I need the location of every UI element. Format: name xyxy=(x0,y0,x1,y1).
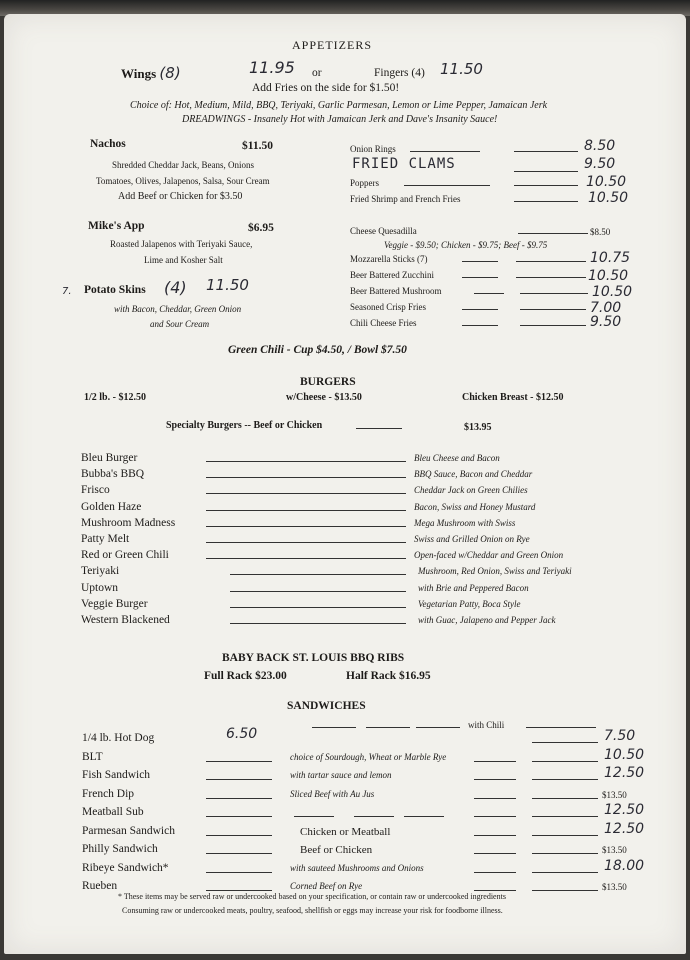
burger-description: Vegetarian Patty, Boca Style xyxy=(418,598,521,609)
sandwiches-title: SANDWICHES xyxy=(287,700,366,712)
sandwich-name: French Dip xyxy=(82,787,135,800)
sandwich-name: Fish Sandwich xyxy=(82,769,151,781)
dotted-leader xyxy=(532,890,598,891)
sandwich-price: $13.50 xyxy=(602,882,627,892)
dotted-leader xyxy=(474,798,516,799)
dotted-leader xyxy=(206,477,406,478)
dotted-leader xyxy=(206,493,406,494)
burger-name: Veggie Burger xyxy=(81,597,148,610)
dotted-leader xyxy=(206,526,406,527)
sandwich-note: Chicken or Meatball xyxy=(300,825,391,838)
crisp-fries-price: 7.00 xyxy=(590,300,622,316)
dotted-leader xyxy=(230,574,406,575)
sandwich-price: 12.50 xyxy=(604,765,645,781)
sandwich-note: with sauteed Mushrooms and Onions xyxy=(290,862,424,873)
mushroom-name: Beer Battered Mushroom xyxy=(350,286,442,296)
sandwich-price: $13.50 xyxy=(602,845,627,855)
dotted-leader xyxy=(206,779,272,780)
sandwich-note: Beef or Chicken xyxy=(300,844,373,856)
potato-skins-desc1: with Bacon, Cheddar, Green Onion xyxy=(114,304,242,314)
wing-sauce-choices: Choice of: Hot, Medium, Mild, BBQ, Teriyaki, Garlic Parmesan, Lemon or Lime Pepper, Jamaican Jerk xyxy=(130,100,548,111)
sandwich-price: 18.00 xyxy=(604,857,645,874)
chili-cheese-fries-name: Chili Cheese Fries xyxy=(350,318,417,328)
burger-description: Mega Mushroom with Swiss xyxy=(414,517,516,528)
burger-name: Bubba's BBQ xyxy=(81,468,145,481)
dotted-leader xyxy=(206,798,272,799)
burger-name: Patty Melt xyxy=(81,533,130,545)
quesadilla-options: Veggie - $9.50; Chicken - $9.75; Beef - $9.75 xyxy=(384,240,548,250)
onion-rings-price: 8.50 xyxy=(584,138,616,154)
fried-clams-price: 9.50 xyxy=(584,156,616,172)
fingers-price: 11.50 xyxy=(440,60,483,78)
nachos-desc1: Shredded Cheddar Jack, Beans, Onions xyxy=(112,160,254,170)
zucchini-price: 10.50 xyxy=(588,268,629,284)
specialty-burgers-price: $13.95 xyxy=(464,422,492,433)
potato-skins-number: 7. xyxy=(62,286,72,297)
mozzarella-sticks-price: 10.75 xyxy=(590,250,631,266)
dotted-leader xyxy=(532,872,598,873)
footnote-line1: * These items may be served raw or undercooked based on your specification, or contain raw or undercooked ingredients xyxy=(118,892,506,901)
mushroom-price: 10.50 xyxy=(592,284,633,300)
sandwich-price: 12.50 xyxy=(604,802,645,818)
dotted-leader xyxy=(206,816,272,817)
dreadwings-text: DREADWINGS - Insanely Hot with Jamaican Jerk and Dave's Insanity Sauce! xyxy=(182,114,498,125)
half-lb-price: 1/2 lb. - $12.50 xyxy=(84,392,146,403)
dotted-leader xyxy=(206,558,406,559)
burger-description: BBQ Sauce, Bacon and Cheddar xyxy=(414,469,533,480)
potato-skins-price: 11.50 xyxy=(206,276,249,294)
dotted-leader xyxy=(230,607,406,608)
zucchini-name: Beer Battered Zucchini xyxy=(350,270,434,280)
potato-skins-count: (4) xyxy=(164,278,187,297)
dotted-leader xyxy=(532,779,598,780)
dotted-leader xyxy=(206,510,406,511)
burger-description: Cheddar Jack on Green Chilies xyxy=(414,485,528,496)
wings-label: Wings (8) xyxy=(121,64,181,82)
dotted-leader xyxy=(532,853,598,854)
dotted-leader xyxy=(474,890,516,891)
dotted-leader xyxy=(532,761,598,762)
dotted-leader xyxy=(474,816,516,817)
burger-description: Bleu Cheese and Bacon xyxy=(414,453,500,463)
dotted-leader xyxy=(206,835,272,836)
sandwich-name: Ribeye Sandwich* xyxy=(82,861,169,874)
burger-name: Western Blackened xyxy=(81,614,170,626)
mikes-app-desc1: Roasted Jalapenos with Teriyaki Sauce, xyxy=(110,239,253,249)
sandwich-price: 10.50 xyxy=(604,746,645,763)
dotted-leader xyxy=(532,835,598,836)
sandwich-price: 7.50 xyxy=(604,728,636,744)
dotted-leader xyxy=(532,742,598,743)
sandwich-name: Parmesan Sandwich xyxy=(82,824,175,837)
crisp-fries-name: Seasoned Crisp Fries xyxy=(350,302,426,312)
sandwich-note: with tartar sauce and lemon xyxy=(290,770,392,780)
sandwich-name: 1/4 lb. Hot Dog xyxy=(82,732,155,744)
burger-name: Uptown xyxy=(81,581,119,594)
burger-name: Red or Green Chili xyxy=(81,549,169,562)
burger-description: Bacon, Swiss and Honey Mustard xyxy=(414,501,536,512)
potato-skins-name: Potato Skins xyxy=(84,284,146,296)
onion-rings-name: Onion Rings xyxy=(350,144,396,154)
burger-description: with Brie and Peppered Bacon xyxy=(418,582,529,593)
dotted-leader xyxy=(532,798,598,799)
dotted-leader xyxy=(206,890,272,891)
dotted-leader xyxy=(474,761,516,762)
add-fries-text: Add Fries on the side for $1.50! xyxy=(252,82,400,94)
burger-description: with Guac, Jalapeno and Pepper Jack xyxy=(418,615,556,625)
dotted-leader xyxy=(474,853,516,854)
nachos-price: $11.50 xyxy=(242,140,273,152)
with-cheese-price: w/Cheese - $13.50 xyxy=(286,392,362,403)
mikes-app-desc2: Lime and Kosher Salt xyxy=(144,255,223,265)
nachos-name: Nachos xyxy=(90,138,126,150)
sandwich-note: choice of Sourdough, Wheat or Marble Rye xyxy=(290,751,447,762)
dotted-leader xyxy=(230,623,406,624)
ribs-title: BABY BACK ST. LOUIS BBQ RIBS xyxy=(222,652,405,664)
burger-description: Mushroom, Red Onion, Swiss and Teriyaki xyxy=(418,566,572,577)
or-text: or xyxy=(312,67,322,79)
sandwich-name: Meatball Sub xyxy=(82,806,144,818)
dotted-leader xyxy=(206,872,272,873)
dotted-leader xyxy=(206,542,406,543)
sandwich-note: Corned Beef on Rye xyxy=(290,881,363,891)
sandwich-price: 12.50 xyxy=(604,820,645,837)
burger-name: Bleu Burger xyxy=(81,452,138,464)
footnote-line2: Consuming raw or undercooked meats, poultry, seafood, shellfish or eggs may increase your risk for foodborne illness. xyxy=(122,906,503,915)
poppers-name: Poppers xyxy=(350,178,379,188)
dotted-leader xyxy=(230,591,406,592)
wings-price: 11.95 xyxy=(249,58,295,77)
fried-shrimp-name: Fried Shrimp and French Fries xyxy=(350,194,461,204)
chicken-breast-price: Chicken Breast - $12.50 xyxy=(462,392,564,403)
dotted-leader xyxy=(474,835,516,836)
dotted-leader xyxy=(532,816,598,817)
with-chili-label: with Chili xyxy=(468,720,505,730)
dotted-leader xyxy=(354,816,394,817)
sandwich-note: Sliced Beef with Au Jus xyxy=(290,788,375,799)
sandwich-name: BLT xyxy=(82,750,103,763)
burger-description: Open-faced w/Cheddar and Green Onion xyxy=(414,550,564,561)
potato-skins-desc2: and Sour Cream xyxy=(150,319,210,329)
chili-cheese-fries-price: 9.50 xyxy=(590,314,622,330)
sandwich-name: Philly Sandwich xyxy=(82,843,158,855)
full-rack-price: Full Rack $23.00 xyxy=(204,670,287,682)
burgers-title: BURGERS xyxy=(300,376,356,388)
dotted-leader xyxy=(404,816,444,817)
fried-shrimp-price: 10.50 xyxy=(588,190,629,206)
burger-name: Teriyaki xyxy=(81,565,120,578)
dotted-leader xyxy=(206,761,272,762)
dotted-leader xyxy=(206,853,272,854)
dotted-leader xyxy=(294,816,334,817)
mikes-app-name: Mike's App xyxy=(88,220,145,232)
burger-description: Swiss and Grilled Onion on Rye xyxy=(414,534,530,544)
menu-page xyxy=(4,14,686,954)
burger-name: Frisco xyxy=(81,484,110,497)
appetizers-title: APPETIZERS xyxy=(292,38,373,52)
fingers-label: Fingers (4) xyxy=(374,67,425,79)
dotted-leader xyxy=(206,461,406,462)
sandwich-note: 6.50 xyxy=(226,726,258,742)
nachos-desc3: Add Beef or Chicken for $3.50 xyxy=(118,191,243,202)
dotted-leader xyxy=(474,872,516,873)
burger-name: Golden Haze xyxy=(81,500,142,513)
sandwich-price: $13.50 xyxy=(602,789,627,800)
sandwich-name: Rueben xyxy=(82,880,118,892)
burger-name: Mushroom Madness xyxy=(81,516,176,529)
quesadilla-price: $8.50 xyxy=(590,227,611,237)
nachos-desc2: Tomatoes, Olives, Jalapenos, Salsa, Sour Cream xyxy=(96,176,270,186)
quesadilla-name: Cheese Quesadilla xyxy=(350,226,417,236)
mozzarella-sticks-name: Mozzarella Sticks (7) xyxy=(350,254,428,264)
mikes-app-price: $6.95 xyxy=(248,222,274,234)
specialty-burgers-title: Specialty Burgers -- Beef or Chicken xyxy=(166,420,323,431)
dotted-leader xyxy=(474,779,516,780)
fried-clams-name: FRIED CLAMS xyxy=(352,156,456,172)
half-rack-price: Half Rack $16.95 xyxy=(346,670,431,682)
green-chili-text: Green Chili - Cup $4.50, / Bowl $7.50 xyxy=(228,344,407,356)
poppers-price: 10.50 xyxy=(586,174,627,190)
